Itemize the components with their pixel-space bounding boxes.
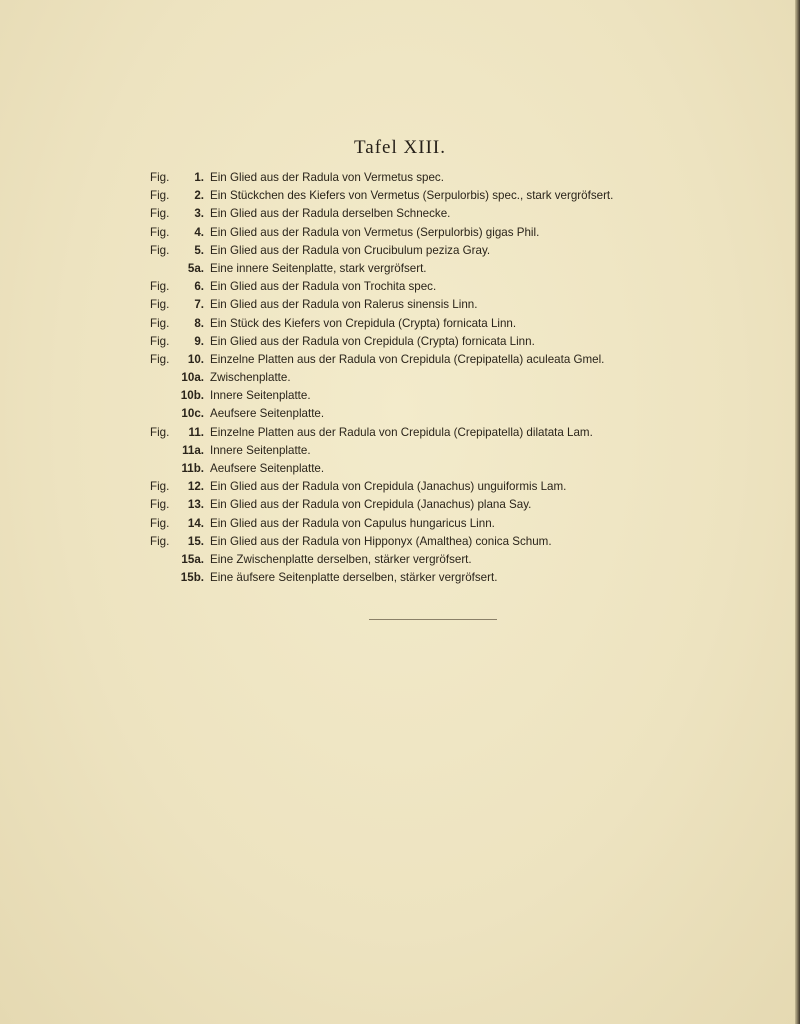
figure-prefix (150, 442, 180, 460)
figure-prefix: Fig. (150, 316, 170, 330)
figure-prefix (150, 369, 180, 387)
figure-number: 15b. (180, 571, 204, 585)
figure-entry (150, 169, 790, 187)
figure-entry (150, 515, 790, 533)
figure-entry (150, 569, 790, 587)
figure-prefix (150, 405, 180, 423)
figure-number: 12. (187, 480, 204, 494)
figure-entry (150, 405, 790, 423)
figure-entry (150, 296, 790, 314)
figure-prefix: Fig. (150, 298, 170, 312)
figure-legend-list (150, 169, 790, 587)
figure-number: 8. (194, 316, 204, 330)
figure-prefix: Fig. (150, 498, 170, 512)
figure-number: 3. (194, 207, 204, 221)
figure-number: 11b. (181, 462, 204, 475)
figure-prefix (150, 260, 180, 278)
figure-entry (150, 278, 790, 296)
figure-entry (150, 242, 790, 260)
figure-description: Ein Glied aus der Radula derselben Schnecke. (210, 207, 451, 221)
figure-number: 4. (194, 225, 204, 239)
figure-number: 15. (187, 534, 204, 548)
figure-number: 11a. (182, 443, 204, 457)
figure-prefix: Fig. (150, 171, 170, 184)
figure-prefix: Fig. (150, 225, 170, 239)
figure-number: 10c. (181, 407, 204, 421)
figure-description: Zwischenplatte. (210, 371, 291, 385)
figure-description: Eine Zwischenplatte derselben, stärker vergröfsert. (210, 552, 472, 566)
figure-entry (150, 533, 790, 551)
figure-entry (150, 424, 790, 442)
figure-prefix: Fig. (150, 334, 170, 348)
figure-description: Innere Seitenplatte. (210, 389, 311, 403)
figure-prefix: Fig. (150, 425, 170, 439)
figure-prefix: Fig. (150, 280, 170, 294)
figure-description: Einzelne Platten aus der Radula von Crepidula (Crepipatella) dilatata Lam. (210, 425, 593, 439)
figure-number: 5a. (187, 261, 204, 275)
figure-number: 6. (194, 280, 204, 294)
figure-description: Eine innere Seitenplatte, stark vergröfsert. (210, 261, 427, 275)
figure-entry (150, 260, 790, 278)
figure-entry (150, 315, 790, 333)
figure-entry (150, 224, 790, 242)
figure-prefix: Fig. (150, 243, 170, 257)
figure-entry (150, 442, 790, 460)
figure-prefix: Fig. (150, 352, 170, 366)
figure-entry (150, 496, 790, 514)
figure-prefix (150, 569, 180, 587)
figure-entry (150, 205, 790, 223)
figure-number: 10b. (180, 389, 204, 403)
plate-title: Tafel XIII. (354, 137, 446, 158)
figure-description: Ein Glied aus der Radula von Vermetus (Serpulorbis) gigas Phil. (210, 225, 540, 239)
figure-entry (150, 351, 790, 369)
figure-prefix (150, 387, 180, 405)
figure-description: Ein Glied aus der Radula von Vermetus spec. (210, 171, 444, 184)
figure-description: Ein Glied aus der Radula von Crepidula (Janachus) unguiformis Lam. (210, 480, 567, 494)
figure-prefix: Fig. (150, 516, 170, 530)
figure-number: 13. (187, 498, 204, 512)
figure-prefix (150, 551, 180, 569)
figure-description: Einzelne Platten aus der Radula von Crepidula (Crepipatella) aculeata Gmel. (210, 352, 605, 366)
figure-number: 5. (194, 243, 204, 257)
figure-prefix: Fig. (150, 207, 170, 221)
figure-number: 10a. (181, 371, 204, 385)
figure-number: 9. (194, 334, 204, 348)
figure-description: Ein Glied aus der Radula von Crucibulum peziza Gray. (210, 243, 491, 257)
figure-description: Aeufsere Seitenplatte. (210, 462, 325, 475)
figure-entry (150, 387, 790, 405)
figure-number: 10. (187, 352, 204, 366)
figure-description: Ein Glied aus der Radula von Hipponyx (Amalthea) conica Schum. (210, 534, 552, 548)
figure-entry (150, 460, 790, 478)
figure-description: Ein Stückchen des Kiefers von Vermetus (Serpulorbis) spec., stark vergröfsert. (210, 189, 614, 203)
figure-number: 11. (188, 425, 204, 439)
figure-entry (150, 478, 790, 496)
divider-rule (369, 619, 497, 620)
figure-entry (150, 369, 790, 387)
figure-number: 1. (194, 171, 204, 184)
figure-number: 7. (194, 298, 204, 312)
figure-description: Ein Glied aus der Radula von Crepidula (Crypta) fornicata Linn. (210, 334, 535, 348)
figure-number: 14. (187, 516, 204, 530)
figure-description: Ein Glied aus der Radula von Capulus hungaricus Linn. (210, 516, 495, 530)
figure-description: Ein Glied aus der Radula von Trochita spec. (210, 280, 437, 294)
figure-prefix: Fig. (150, 480, 170, 494)
figure-entry (150, 333, 790, 351)
figure-entry (150, 187, 790, 205)
figure-entry (150, 551, 790, 569)
figure-description: Eine äufsere Seitenplatte derselben, stärker vergröfsert. (210, 571, 498, 585)
figure-prefix (150, 460, 180, 478)
figure-prefix: Fig. (150, 189, 170, 203)
figure-prefix: Fig. (150, 534, 170, 548)
figure-number: 2. (194, 189, 204, 203)
figure-description: Innere Seitenplatte. (210, 443, 311, 457)
figure-description: Ein Glied aus der Radula von Crepidula (Janachus) plana Say. (210, 498, 532, 512)
figure-description: Aeufsere Seitenplatte. (210, 407, 325, 421)
figure-number: 15a. (181, 552, 204, 566)
figure-description: Ein Glied aus der Radula von Ralerus sinensis Linn. (210, 298, 478, 312)
figure-description: Ein Stück des Kiefers von Crepidula (Crypta) fornicata Linn. (210, 316, 517, 330)
